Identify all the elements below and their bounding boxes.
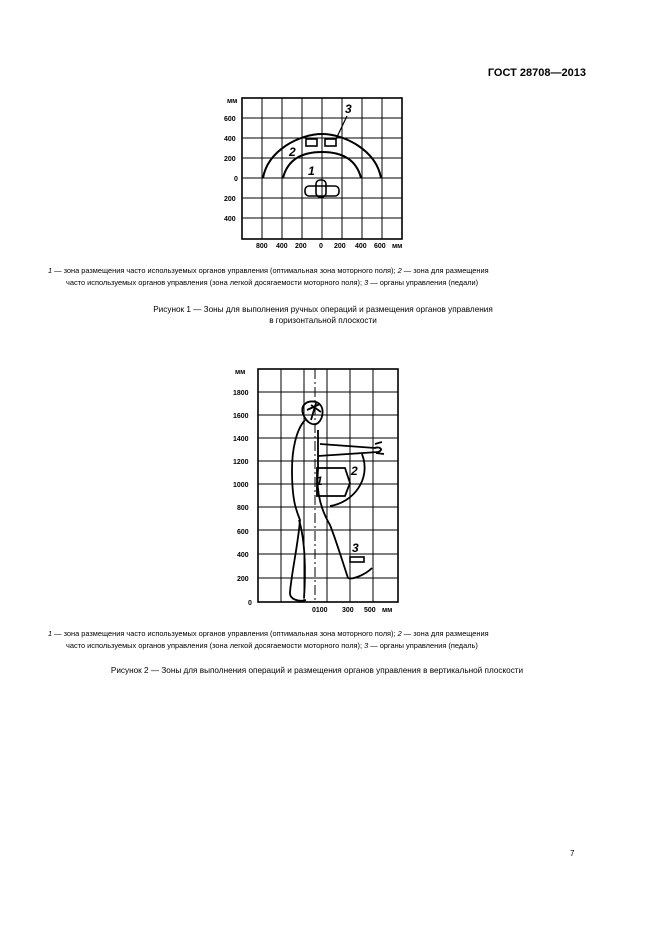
y-tick: 400 [224,136,236,143]
zone-2-boundary [330,454,365,506]
x-tick: 300 [342,607,354,614]
y-unit-label: мм [235,369,246,376]
figure-1-legend: 1 — зона размещения часто используемых органов управления (оптимальная зона моторного поля); 2 — зона для размещения часто используемых органов управления (зона легкой досягаемости моторного поля); 3 — органы управления (педали) [48,266,489,287]
zone-2-label: 2 [289,145,296,159]
control-block-right [325,139,336,146]
y-tick: 1600 [233,413,249,420]
x-unit-label: мм [392,243,403,250]
figure-2-title: Рисунок 2 — Зоны для выполнения операций и размещения органов управления в вертикальной плоскости [110,666,524,675]
x-tick: 200 [295,243,307,250]
y-unit-label: мм [227,98,238,105]
figure-2-grid-frame [258,369,398,602]
x-tick: 600 [374,243,386,250]
y-tick: 1000 [233,482,249,489]
y-tick: 200 [224,156,236,163]
y-tick: 200 [224,196,236,203]
zone-1-label: 1 [308,164,315,178]
pedal-control [350,557,364,562]
x-tick: 0 [319,243,323,250]
document-code: ГОСТ 28708—2013 [487,67,586,79]
y-tick: 1200 [233,459,249,466]
x-tick: 400 [355,243,367,250]
zone-3-label: 3 [345,102,352,116]
x-tick: 500 [364,607,376,614]
figure-2-legend: 1 — зона размещения часто используемых органов управления (оптимальная зона моторного поля); 2 — зона для размещения часто используемых органов управления (зона легкой досягаемости моторного поля); 3 — органы управления (педаль) [48,629,489,650]
control-block-left [306,139,317,146]
zone-2-label: 2 [351,464,358,478]
zone-3-label: 3 [352,541,359,555]
page-number: 7 [570,849,575,858]
y-tick: 400 [237,552,249,559]
y-tick: 0 [248,600,252,607]
zone-1-label: 1 [316,474,323,488]
x-unit-label: мм [382,607,393,614]
figure-1-title: Рисунок 1 — Зоны для выполнения ручных операций и размещения органов управления в горизонтальной плоскости [153,305,493,325]
x-tick: 800 [256,243,268,250]
x-tick: 200 [334,243,346,250]
y-tick: 600 [224,116,236,123]
y-tick: 1400 [233,436,249,443]
x-tick: 400 [276,243,288,250]
x-tick: 0100 [312,607,328,614]
operator-head-topview [316,180,326,197]
y-tick: 800 [237,505,249,512]
y-tick: 200 [237,576,249,583]
y-tick: 600 [237,529,249,536]
figure-2-diagram [258,369,398,602]
y-tick: 400 [224,216,236,223]
y-tick: 0 [234,176,238,183]
y-tick: 1800 [233,390,249,397]
